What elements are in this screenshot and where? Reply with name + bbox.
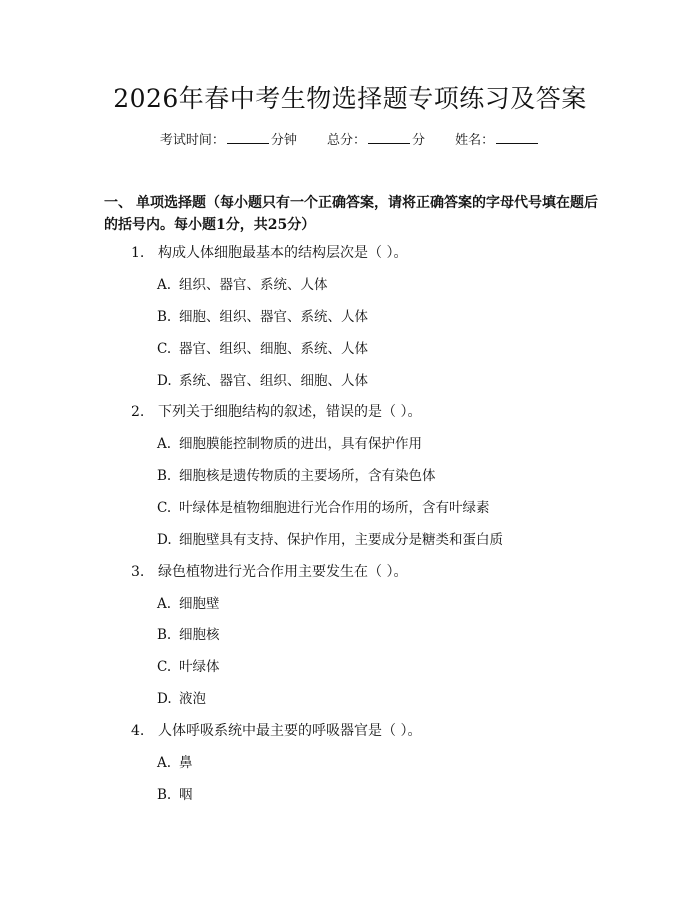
option-letter: C.: [157, 659, 172, 675]
question-1: [131, 243, 407, 263]
question-number: 3.: [131, 564, 145, 580]
section-instructions: 单项选择题（每小题只有一个正确答案，请将正确答案的字母代号填在题后的括号内。每小题1分，共25分）: [104, 195, 598, 233]
option-letter: B.: [157, 787, 172, 803]
total-score-field: [327, 131, 425, 151]
section-number: 一、: [104, 195, 132, 211]
option-4b: [157, 785, 193, 805]
option-letter: C.: [157, 500, 172, 516]
exam-time-unit: 分钟: [270, 133, 297, 148]
option-letter: D.: [157, 532, 172, 548]
option-text: 液泡: [179, 691, 206, 707]
option-1c: [157, 339, 368, 359]
option-text: 咽: [179, 787, 193, 803]
option-letter: A.: [157, 436, 172, 452]
option-letter: A.: [157, 755, 172, 771]
exam-time-label: 考试时间：: [159, 133, 225, 148]
page-title: 2026年春中考生物选择题专项练习及答案: [113, 84, 587, 113]
option-text: 组织、器官、系统、人体: [179, 277, 328, 293]
option-text: 细胞壁: [179, 596, 220, 612]
option-letter: B.: [157, 468, 172, 484]
question-stem: 绿色植物进行光合作用主要发生在（ ）。: [158, 564, 408, 580]
option-2c: [157, 498, 490, 518]
option-2b: [157, 466, 436, 486]
option-1a: [157, 275, 328, 295]
option-letter: D.: [157, 373, 172, 389]
question-3: [131, 562, 407, 582]
exam-time-field: [160, 131, 297, 151]
option-3b: [157, 625, 220, 645]
student-name-label: 姓名：: [455, 133, 495, 148]
option-letter: B.: [157, 627, 172, 643]
option-text: 细胞、组织、器官、系统、人体: [179, 309, 368, 325]
question-stem: 下列关于细胞结构的叙述，错误的是（ ）。: [158, 404, 422, 420]
option-letter: B.: [157, 309, 172, 325]
question-number: 2.: [131, 404, 145, 420]
option-text: 系统、器官、组织、细胞、人体: [179, 373, 368, 389]
question-number: 1.: [131, 245, 145, 261]
student-name-field: [455, 131, 540, 151]
total-score-label: 总分：: [326, 133, 366, 148]
option-text: 鼻: [179, 755, 193, 771]
option-text: 细胞壁具有支持、保护作用，主要成分是糖类和蛋白质: [179, 532, 503, 548]
option-letter: A.: [157, 277, 172, 293]
question-2: [131, 402, 421, 422]
student-name-blank: [496, 131, 538, 144]
option-letter: A.: [157, 596, 172, 612]
option-3a: [157, 594, 220, 614]
option-text: 叶绿体: [179, 659, 220, 675]
section-heading: [104, 192, 600, 236]
question-number: 4.: [131, 723, 145, 739]
option-text: 叶绿体是植物细胞进行光合作用的场所，含有叶绿素: [179, 500, 490, 516]
question-stem: 构成人体细胞最基本的结构层次是（ ）。: [158, 245, 408, 261]
option-4a: [157, 753, 193, 773]
option-3c: [157, 657, 220, 677]
option-2a: [157, 434, 422, 454]
option-1d: [157, 371, 368, 391]
option-text: 细胞核是遗传物质的主要场所，含有染色体: [179, 468, 436, 484]
option-letter: D.: [157, 691, 172, 707]
option-letter: C.: [157, 341, 172, 357]
option-3d: [157, 689, 206, 709]
total-score-blank: [368, 131, 410, 144]
total-score-unit: 分: [412, 133, 426, 148]
exam-info-line: [0, 131, 700, 151]
option-2d: [157, 530, 503, 550]
question-4: [131, 721, 421, 741]
option-text: 细胞膜能控制物质的进出，具有保护作用: [179, 436, 422, 452]
option-text: 器官、组织、细胞、系统、人体: [179, 341, 368, 357]
option-1b: [157, 307, 368, 327]
option-text: 细胞核: [179, 627, 220, 643]
question-stem: 人体呼吸系统中最主要的呼吸器官是（ ）。: [158, 723, 422, 739]
exam-time-blank: [227, 131, 269, 144]
